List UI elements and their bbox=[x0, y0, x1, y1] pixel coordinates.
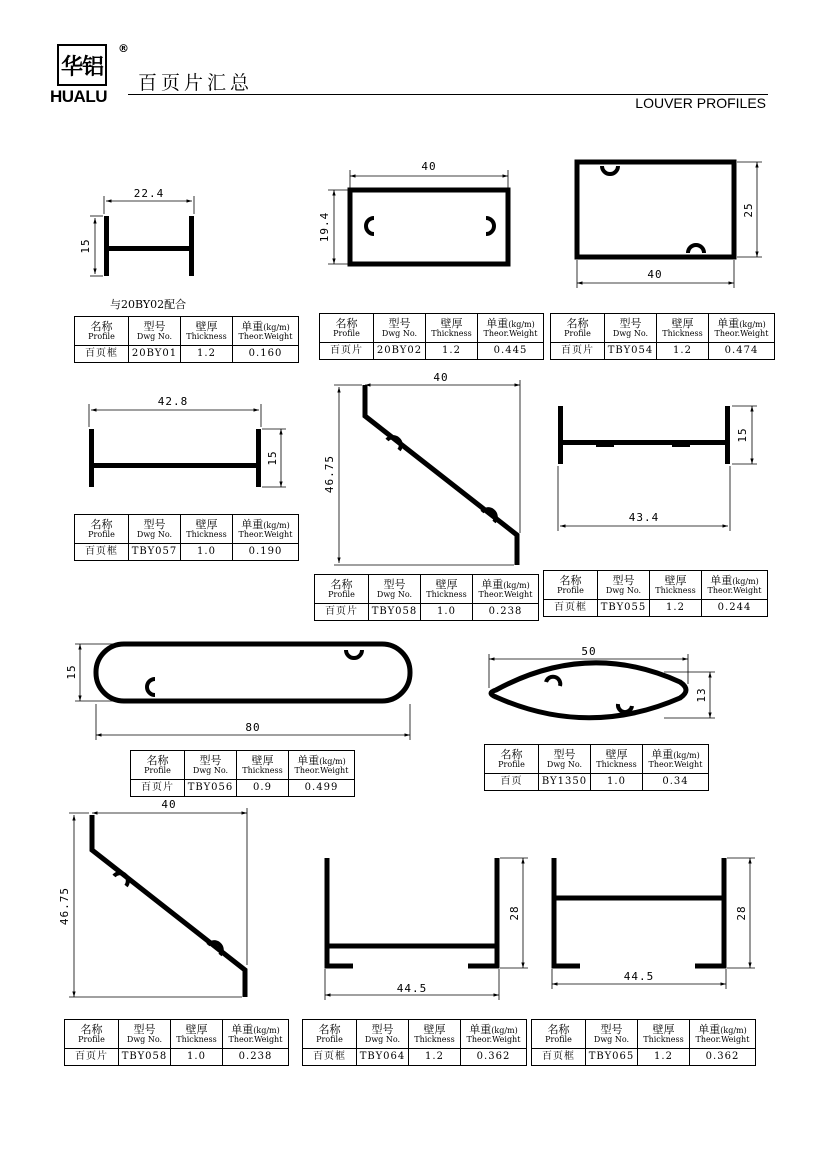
dim-label: 40 bbox=[161, 798, 177, 811]
dwg-no: 20BY02 bbox=[374, 343, 426, 360]
profile-tby058-drawing bbox=[334, 380, 520, 565]
dwg-no: TBY055 bbox=[598, 600, 650, 617]
thickness: 0.9 bbox=[237, 780, 289, 797]
profile-name: 百页 bbox=[485, 774, 539, 791]
weight: 0.238 bbox=[473, 604, 539, 621]
profile-by1350-drawing bbox=[489, 654, 715, 718]
dim-label: 25 bbox=[742, 202, 755, 218]
thickness: 1.2 bbox=[638, 1049, 690, 1066]
profile-tby056-drawing bbox=[75, 644, 410, 740]
profile-name: 百页框 bbox=[75, 544, 129, 561]
profile-20by01-drawing bbox=[90, 196, 194, 276]
profile-name: 百页片 bbox=[320, 343, 374, 360]
profile-name: 百页片 bbox=[131, 780, 185, 797]
spec-table-tby064: 名称 Profile 型号 Dwg No. 壁厚 Thickness 单重(kg/m) Theor.Weight 百页框 TBY064 1.2 0.362 bbox=[302, 1019, 527, 1066]
dwg-no: TBY064 bbox=[357, 1049, 409, 1066]
dim-label: 43.4 bbox=[628, 511, 660, 524]
thickness: 1.2 bbox=[426, 343, 478, 360]
weight: 0.445 bbox=[478, 343, 544, 360]
weight: 0.160 bbox=[233, 346, 299, 363]
dim-label: 46.75 bbox=[58, 886, 71, 926]
spec-table-20by02: 名称 Profile 型号 Dwg No. 壁厚 Thickness 单重(kg/m) Theor.Weight 百页片 20BY02 1.2 0.445 bbox=[319, 313, 544, 360]
dwg-no: TBY057 bbox=[129, 544, 181, 561]
weight: 0.244 bbox=[702, 600, 768, 617]
dim-label: 40 bbox=[421, 160, 437, 173]
thickness: 1.0 bbox=[591, 774, 643, 791]
thickness: 1.2 bbox=[181, 346, 233, 363]
spec-table-tby056: 名称 Profile 型号 Dwg No. 壁厚 Thickness 单重(kg/m) Theor.Weight 百页片 TBY056 0.9 0.499 bbox=[130, 750, 355, 797]
spec-table-tby055: 名称 Profile 型号 Dwg No. 壁厚 Thickness 单重(kg/m) Theor.Weight 百页框 TBY055 1.2 0.244 bbox=[543, 570, 768, 617]
dim-label: 13 bbox=[695, 687, 708, 703]
profile-name: 百页框 bbox=[532, 1049, 586, 1066]
dwg-no: TBY054 bbox=[605, 343, 657, 360]
dwg-no: TBY058 bbox=[369, 604, 421, 621]
dim-label: 15 bbox=[266, 450, 279, 466]
dwg-no: BY1350 bbox=[539, 774, 591, 791]
compatibility-note: 与20BY02配合 bbox=[110, 298, 187, 311]
profile-tby058-bottom-drawing bbox=[69, 808, 247, 997]
thickness: 1.2 bbox=[650, 600, 702, 617]
logo-mark: 华铝 bbox=[57, 44, 107, 86]
profile-name: 百页框 bbox=[303, 1049, 357, 1066]
thickness: 1.0 bbox=[181, 544, 233, 561]
profile-name: 百页框 bbox=[75, 346, 129, 363]
dim-label: 42.8 bbox=[157, 395, 189, 408]
profile-tby064-drawing bbox=[325, 858, 528, 1000]
profile-tby057-drawing bbox=[89, 404, 286, 487]
weight: 0.190 bbox=[233, 544, 299, 561]
dim-label: 19.4 bbox=[318, 211, 331, 243]
dim-label: 40 bbox=[433, 371, 449, 384]
weight: 0.34 bbox=[643, 774, 709, 791]
spec-table-by1350: 名称 Profile 型号 Dwg No. 壁厚 Thickness 单重(kg/m) Theor.Weight 百页 BY1350 1.0 0.34 bbox=[484, 744, 709, 791]
profile-name: 百页片 bbox=[65, 1049, 119, 1066]
dwg-no: 20BY01 bbox=[129, 346, 181, 363]
spec-table-tby058: 名称 Profile 型号 Dwg No. 壁厚 Thickness 单重(kg/m) Theor.Weight 百页片 TBY058 1.0 0.238 bbox=[314, 574, 539, 621]
dim-label: 44.5 bbox=[396, 982, 428, 995]
thickness: 1.0 bbox=[171, 1049, 223, 1066]
weight: 0.474 bbox=[709, 343, 775, 360]
spec-table-tby065: 名称 Profile 型号 Dwg No. 壁厚 Thickness 单重(kg/m) Theor.Weight 百页框 TBY065 1.2 0.362 bbox=[531, 1019, 756, 1066]
weight: 0.499 bbox=[289, 780, 355, 797]
page-subtitle: LOUVER PROFILES bbox=[635, 95, 766, 111]
thickness: 1.2 bbox=[409, 1049, 461, 1066]
dim-label: 50 bbox=[581, 645, 597, 658]
page-title: 百页片汇总 bbox=[138, 72, 254, 94]
spec-table-tby054: 名称 Profile 型号 Dwg No. 壁厚 Thickness 单重(kg/m) Theor.Weight 百页片 TBY054 1.2 0.474 bbox=[550, 313, 775, 360]
dim-label: 22.4 bbox=[133, 187, 165, 200]
profile-20by02-drawing bbox=[328, 170, 508, 264]
dwg-no: TBY058 bbox=[119, 1049, 171, 1066]
spec-table-tby057: 名称 Profile 型号 Dwg No. 壁厚 Thickness 单重(kg/m) Theor.Weight 百页框 TBY057 1.0 0.190 bbox=[74, 514, 299, 561]
profile-name: 百页片 bbox=[315, 604, 369, 621]
spec-table-tby058-bottom: 名称 Profile 型号 Dwg No. 壁厚 Thickness 单重(kg/m) Theor.Weight 百页片 TBY058 1.0 0.238 bbox=[64, 1019, 289, 1066]
thickness: 1.0 bbox=[421, 604, 473, 621]
weight: 0.362 bbox=[690, 1049, 756, 1066]
dim-label: 44.5 bbox=[623, 970, 655, 983]
dim-label: 28 bbox=[508, 905, 521, 921]
dim-label: 46.75 bbox=[323, 454, 336, 494]
profile-name: 百页片 bbox=[551, 343, 605, 360]
dim-label: 15 bbox=[736, 427, 749, 443]
dim-label: 15 bbox=[79, 238, 92, 254]
registered-mark: ® bbox=[118, 42, 129, 55]
thickness: 1.2 bbox=[657, 343, 709, 360]
dwg-no: TBY065 bbox=[586, 1049, 638, 1066]
spec-table-20by01: 名称 Profile 型号 Dwg No. 壁厚 Thickness 单重(kg/m) Theor.Weight 百页框 20BY01 1.2 0.160 bbox=[74, 316, 299, 363]
dim-label: 80 bbox=[245, 721, 261, 734]
dim-label: 28 bbox=[735, 905, 748, 921]
profile-name: 百页框 bbox=[544, 600, 598, 617]
logo-text: HUALU bbox=[50, 87, 107, 106]
dim-label: 40 bbox=[647, 268, 663, 281]
dwg-no: TBY056 bbox=[185, 780, 237, 797]
dim-label: 15 bbox=[65, 664, 78, 680]
weight: 0.238 bbox=[223, 1049, 289, 1066]
profile-tby054-drawing bbox=[577, 162, 762, 288]
weight: 0.362 bbox=[461, 1049, 527, 1066]
